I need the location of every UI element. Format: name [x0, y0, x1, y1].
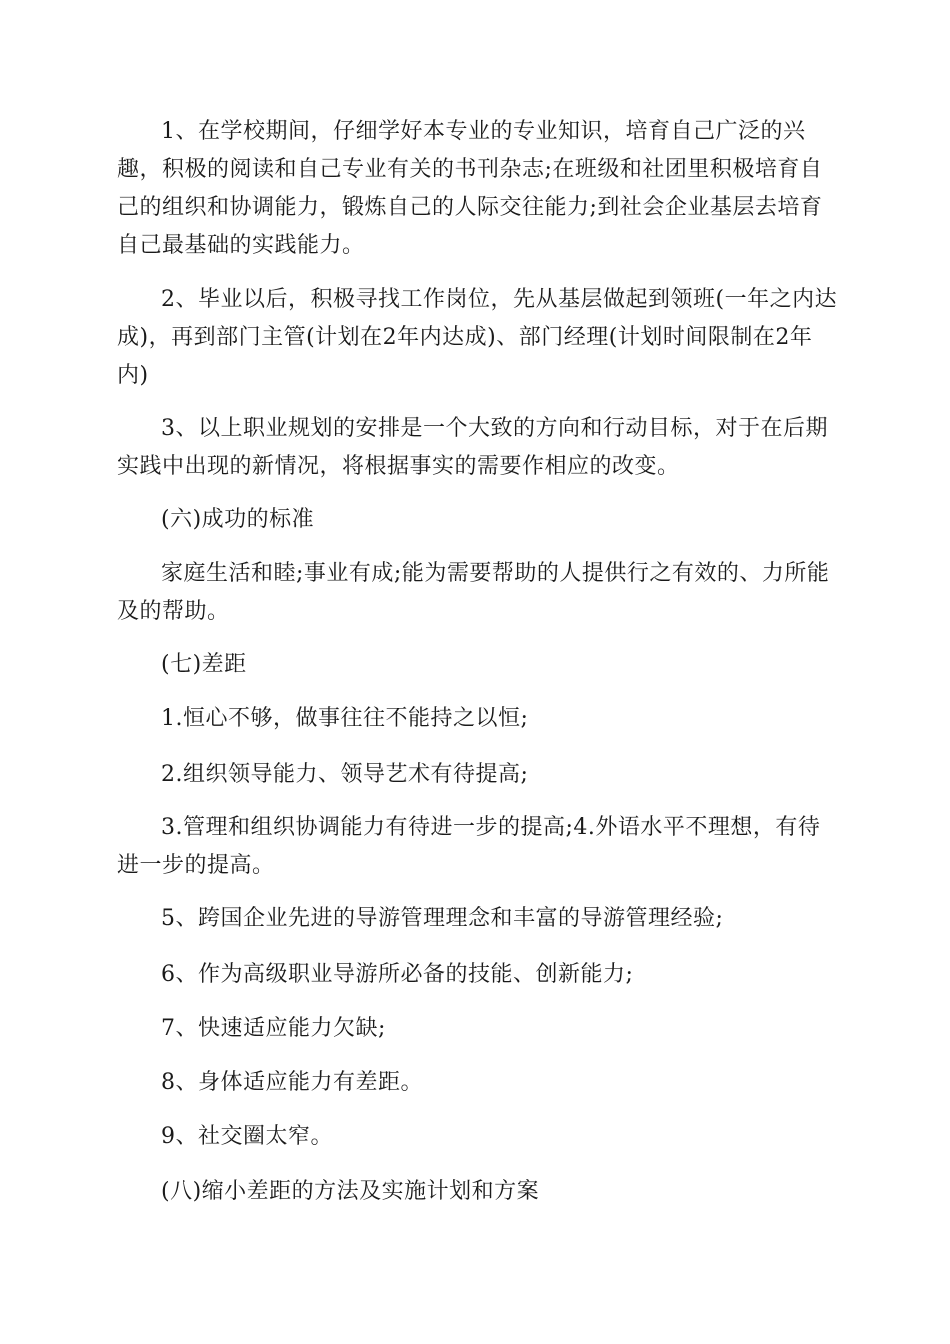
list-item-gap-1: [117, 700, 837, 738]
paragraph-success-definition: [117, 555, 837, 631]
section-heading-success-criteria: [117, 501, 837, 539]
paragraph-plan-adjustment: [117, 410, 837, 486]
list-item-gap-5: [117, 900, 837, 938]
text-line: 2、毕业以后，积极寻找工作岗位，先从基层做起到领班(一年之内达: [161, 287, 838, 312]
paragraph-school-period: [117, 113, 837, 265]
text-line: 内): [117, 363, 149, 388]
text-line: 3、以上职业规划的安排是一个大致的方向和行动目标，对于在后期: [161, 416, 828, 441]
text-line: 9、社交圈太窄。: [161, 1124, 333, 1149]
text-line: 6、作为高级职业导游所必备的技能、创新能力;: [161, 962, 634, 987]
text-line: (七)差距: [161, 652, 247, 677]
text-line: 实践中出现的新情况，将根据事实的需要作相应的改变。: [117, 454, 680, 479]
text-line: 成)，再到部门主管(计划在2年内达成)、部门经理(计划时间限制在2年: [117, 325, 813, 350]
text-line: 7、快速适应能力欠缺;: [161, 1016, 386, 1041]
text-line: 5、跨国企业先进的导游管理理念和丰富的导游管理经验;: [161, 906, 724, 931]
text-line: 进一步的提高。: [117, 853, 275, 878]
section-heading-gap-closing-plan: [117, 1173, 837, 1211]
section-heading-gaps: [117, 646, 837, 684]
list-item-gap-9: [117, 1118, 837, 1156]
text-line: 1、在学校期间，仔细学好本专业的专业知识，培育自己广泛的兴: [161, 119, 806, 144]
text-line: 2.组织领导能力、领导艺术有待提高;: [161, 762, 529, 787]
text-line: 3.管理和组织协调能力有待进一步的提高;4.外语水平不理想，有待: [161, 815, 821, 840]
list-item-gap-8: [117, 1064, 837, 1102]
list-item-gap-2: [117, 756, 837, 794]
paragraph-after-graduation: [117, 281, 837, 395]
text-line: 1.恒心不够，做事往往不能持之以恒;: [161, 706, 529, 731]
text-line: 8、身体适应能力有差距。: [161, 1070, 423, 1095]
text-line: (八)缩小差距的方法及实施计划和方案: [161, 1179, 540, 1204]
list-item-gap-7: [117, 1010, 837, 1048]
text-line: 趣，积极的阅读和自己专业有关的书刊杂志;在班级和社团里积极培育自: [117, 157, 823, 182]
list-item-gap-6: [117, 956, 837, 994]
text-line: 及的帮助。: [117, 599, 230, 624]
text-line: 自己最基础的实践能力。: [117, 233, 365, 258]
text-line: 家庭生活和睦;事业有成;能为需要帮助的人提供行之有效的、力所能: [161, 561, 830, 586]
text-line: 己的组织和协调能力，锻炼自己的人际交往能力;到社会企业基层去培育: [117, 195, 823, 220]
list-item-gap-3-4: [117, 809, 837, 885]
text-line: (六)成功的标准: [161, 507, 315, 532]
